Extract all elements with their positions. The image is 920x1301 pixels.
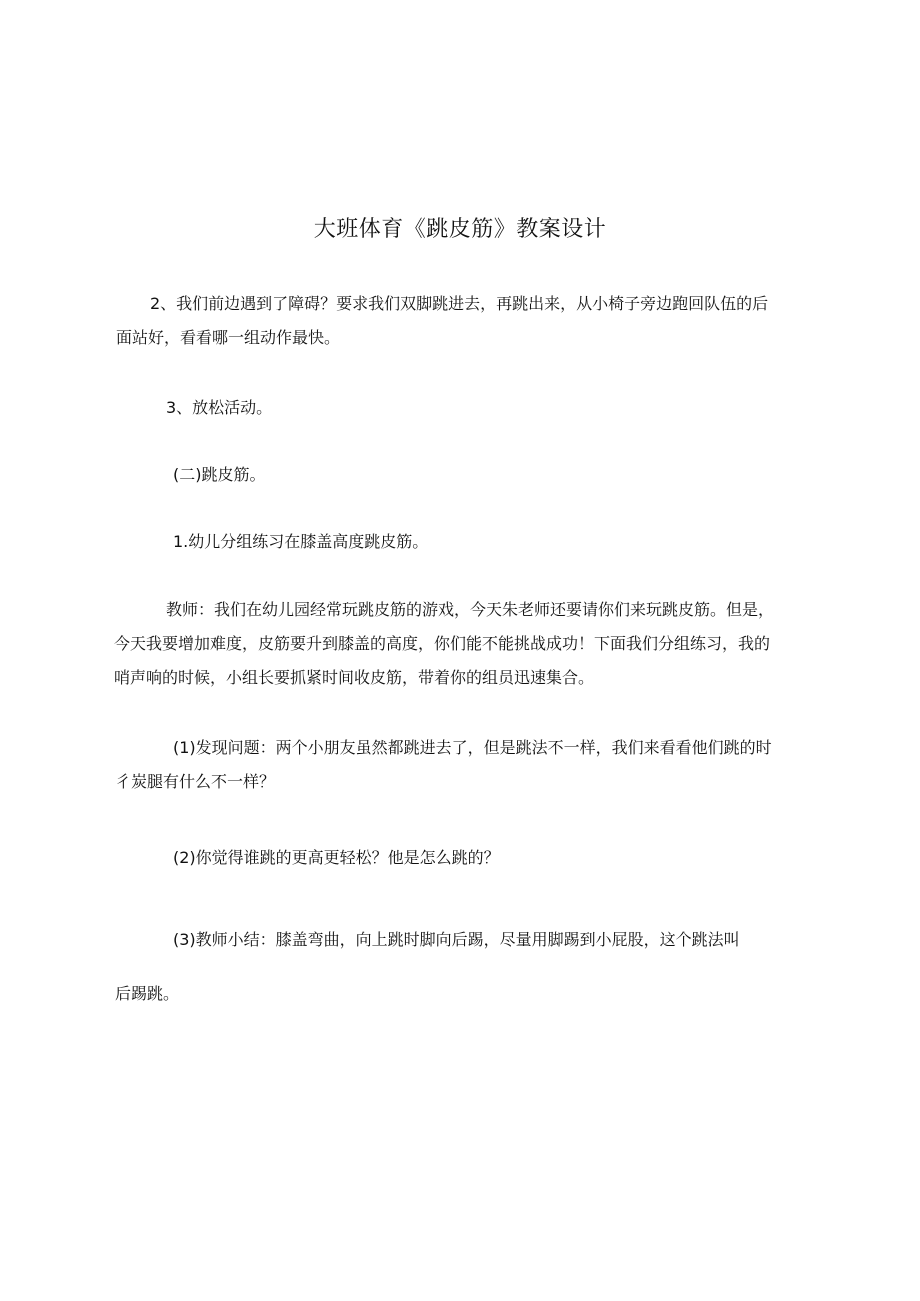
paragraph-line: (3)教师小结：膝盖弯曲，向上跳时脚向后踢，尽量用脚踢到小屁股，这个跳法叫 — [173, 930, 740, 949]
document-title: 大班体育《跳皮筋》教案设计 — [313, 217, 607, 242]
paragraph-relax-activity — [166, 391, 272, 425]
section-heading-jump-rope — [173, 458, 266, 492]
paragraph-line: 彳炭腿有什么不一样？ — [115, 772, 276, 791]
paragraph-line: (2)你觉得谁跳的更高更轻松？他是怎么跳的？ — [173, 848, 500, 867]
paragraph-summary-continuation — [115, 977, 179, 1011]
paragraph-line: 今天我要增加难度，皮筋要升到膝盖的高度，你们能不能挑战成功！下面我们分组练习，我的 — [114, 634, 771, 653]
paragraph-line: 3、放松活动。 — [166, 398, 273, 417]
paragraph-line: (二)跳皮筋。 — [173, 465, 266, 484]
paragraph-line: 后踢跳。 — [115, 984, 180, 1003]
paragraph-line: (1)发现问题：两个小朋友虽然都跳进去了，但是跳法不一样，我们来看看他们跳的时 — [173, 738, 772, 757]
paragraph-line: 教师：我们在幼儿园经常玩跳皮筋的游戏，今天朱老师还要请你们来玩跳皮筋。但是， — [166, 600, 775, 619]
paragraph-who-jumps-higher — [173, 841, 500, 875]
paragraph-group-practice — [173, 525, 428, 559]
paragraph-teacher-summary — [173, 923, 740, 957]
paragraph-line: 面站好，看看哪一组动作最快。 — [116, 328, 341, 347]
paragraph-line: 哨声响的时候，小组长要抓紧时间收皮筋，带着你的组员迅速集合。 — [114, 668, 595, 687]
paragraph-find-problem — [115, 731, 772, 799]
paragraph-line: 2、我们前边遇到了障碍？要求我们双脚跳进去，再跳出来，从小椅子旁边跑回队伍的后 — [150, 294, 769, 313]
paragraph-obstacle-instructions — [116, 287, 769, 355]
paragraph-teacher-speech — [114, 593, 775, 695]
paragraph-line: 1.幼儿分组练习在膝盖高度跳皮筋。 — [173, 532, 429, 551]
